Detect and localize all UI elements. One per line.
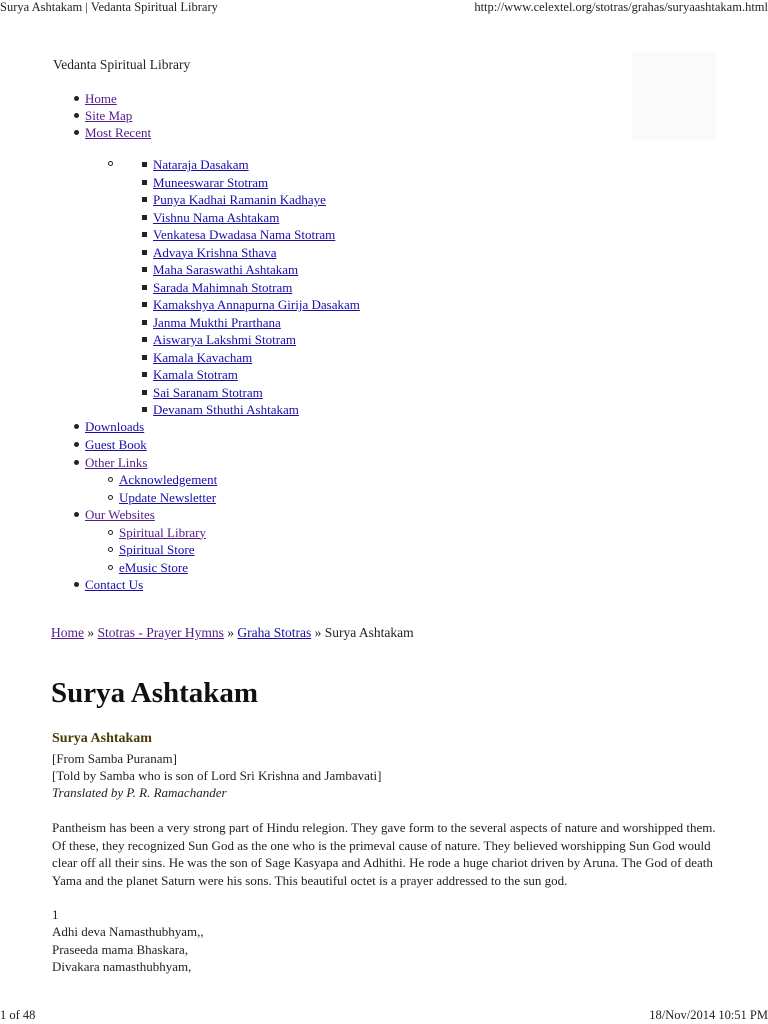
breadcrumb-graha-link[interactable]: Graha Stotras: [237, 625, 312, 640]
bullet-square-icon: [142, 390, 147, 395]
print-footer-timestamp: 18/Nov/2014 10:51 PM: [649, 1008, 768, 1022]
nav-link-contact-us[interactable]: Contact Us: [85, 577, 144, 592]
recent-item-link[interactable]: Maha Saraswathi Ashtakam: [153, 262, 299, 277]
breadcrumb-current: Surya Ashtakam: [324, 625, 414, 640]
nav-link-home[interactable]: Home: [85, 91, 117, 106]
nav-link-most-recent[interactable]: Most Recent: [85, 125, 152, 140]
bullet-disc-icon: [74, 460, 79, 465]
bullet-circle-icon: [108, 477, 113, 482]
bullet-circle-icon: [108, 547, 113, 552]
recent-item-link[interactable]: Advaya Krishna Sthava: [153, 244, 277, 260]
recent-item-link[interactable]: Nataraja Dasakam: [153, 157, 249, 172]
breadcrumb-separator: »: [223, 625, 238, 640]
recent-item-link[interactable]: Kamala Kavacham: [153, 349, 253, 365]
nav-link-update-newsletter[interactable]: Update Newsletter: [119, 489, 217, 505]
bullet-square-icon: [142, 162, 147, 167]
bullet-square-icon: [142, 285, 147, 290]
bullet-disc-icon: [74, 113, 79, 118]
bullet-disc-icon: [74, 582, 79, 587]
print-header-url: http://www.celextel.org/stotras/grahas/suryaashtakam.html: [474, 0, 768, 14]
nav-link-our-websites[interactable]: Our Websites: [85, 507, 155, 522]
recent-item-link[interactable]: Sai Saranam Stotram: [153, 384, 263, 400]
breadcrumb-home-link[interactable]: Home: [51, 625, 84, 640]
bullet-square-icon: [142, 355, 147, 360]
page-title: Surya Ashtakam: [51, 677, 259, 709]
nav-link-site-map[interactable]: Site Map: [85, 108, 133, 123]
print-footer-page: 1 of 48: [0, 1008, 36, 1022]
recent-item-link[interactable]: Muneeswarar Stotram: [153, 174, 269, 190]
recent-item-link[interactable]: Aiswarya Lakshmi Stotram: [153, 332, 296, 347]
verse-line: Divakara namasthubhyam,: [52, 959, 192, 974]
recent-item-link[interactable]: Kamala Stotram: [153, 367, 238, 382]
recent-item-link[interactable]: Vishnu Nama Ashtakam: [153, 209, 280, 225]
breadcrumb-separator: »: [84, 625, 98, 640]
recent-item-link[interactable]: Devanam Sthuthi Ashtakam: [153, 402, 299, 417]
bullet-square-icon: [142, 337, 147, 342]
verse-number: 1: [52, 907, 59, 922]
translator-note: Translated by P. R. Ramachander: [52, 785, 227, 800]
bullet-square-icon: [142, 320, 147, 325]
nav-link-acknowledgement[interactable]: Acknowledgement: [119, 472, 218, 487]
logo-placeholder: [632, 52, 716, 140]
bullet-disc-icon: [74, 512, 79, 517]
bullet-disc-icon: [74, 424, 79, 429]
bullet-circle-icon: [108, 495, 113, 500]
site-name: Vedanta Spiritual Library: [53, 57, 191, 72]
recent-item-link[interactable]: Janma Mukthi Prarthana: [153, 314, 281, 330]
breadcrumb-separator: »: [311, 625, 325, 640]
bullet-square-icon: [142, 215, 147, 220]
recent-item-link[interactable]: Punya Kadhai Ramanin Kadhaye: [153, 192, 326, 207]
nav-link-spiritual-store[interactable]: Spiritual Store: [119, 542, 195, 557]
print-header-title: Surya Ashtakam | Vedanta Spiritual Library: [0, 0, 218, 14]
nav-link-other-links[interactable]: Other Links: [85, 454, 148, 470]
bullet-square-icon: [142, 372, 147, 377]
bullet-square-icon: [142, 267, 147, 272]
bullet-disc-icon: [74, 96, 79, 101]
bullet-circle-icon: [108, 530, 113, 535]
bullet-square-icon: [142, 250, 147, 255]
bullet-square-icon: [142, 407, 147, 412]
bullet-square-icon: [142, 180, 147, 185]
recent-item-link[interactable]: Venkatesa Dwadasa Nama Stotram: [153, 227, 336, 242]
nav-link-spiritual-library[interactable]: Spiritual Library: [119, 524, 207, 540]
bullet-circle-icon: [108, 565, 113, 570]
told-by-note: [Told by Samba who is son of Lord Sri Krishna and Jambavati]: [52, 768, 382, 783]
source-note: [From Samba Puranam]: [52, 751, 177, 766]
nav-link-downloads[interactable]: Downloads: [85, 419, 145, 434]
bullet-square-icon: [142, 232, 147, 237]
nav-link-emusic-store[interactable]: eMusic Store: [119, 559, 188, 575]
recent-item-link[interactable]: Sarada Mahimnah Stotram: [153, 279, 293, 295]
bullet-circle-icon: [108, 161, 113, 166]
breadcrumb-stotras-link[interactable]: Stotras - Prayer Hymns: [97, 625, 224, 640]
section-subtitle: Surya Ashtakam: [52, 731, 152, 746]
breadcrumb: [51, 625, 414, 641]
bullet-square-icon: [142, 197, 147, 202]
bullet-disc-icon: [74, 442, 79, 447]
bullet-disc-icon: [74, 130, 79, 135]
intro-paragraph: Pantheism has been a very strong part of Hindu relegion. They gave form to the several aspects of nature and worshipped them. Of these, they recognized Sun God as the one who is the primeval cause of nature. They believed worshipping Sun God would clear off all their sins. He was the son of Sage Kasyapa and Adhithi. He rode a huge chariot driven by Aruna. The God of death Yama and the planet Saturn were his sons. This beautiful octet is a prayer addressed to the sun god.: [52, 820, 716, 888]
nav-link-guest-book[interactable]: Guest Book: [85, 437, 147, 452]
bullet-square-icon: [142, 302, 147, 307]
recent-item-link[interactable]: Kamakshya Annapurna Girija Dasakam: [153, 297, 360, 312]
verse-line: Adhi deva Namasthubhyam,,: [52, 924, 204, 939]
verse-line: Praseeda mama Bhaskara,: [52, 942, 189, 957]
